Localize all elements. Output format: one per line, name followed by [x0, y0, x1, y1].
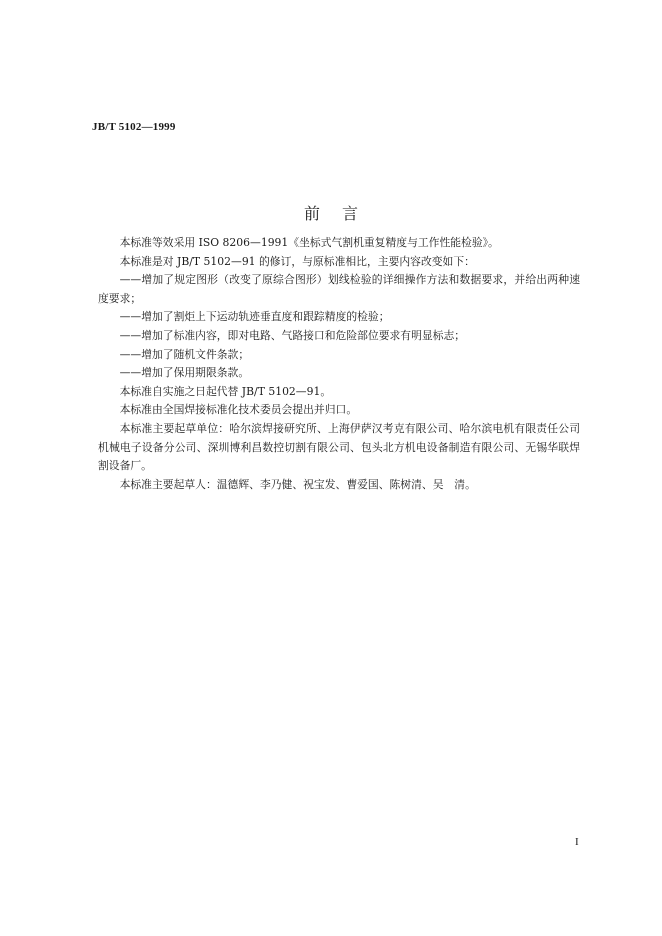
change-item-pattern: ——增加了规定图形（改变了原综合图形）划线检验的详细操作方法和数据要求，并给出两种速度要求； [98, 273, 580, 305]
paragraph-drafters: 本标准主要起草人：温德辉、李乃健、祝宝发、曹爱国、陈树清、吴 清。 [119, 477, 476, 491]
foreword-body [98, 234, 580, 494]
paragraph-proposed-by: 本标准由全国焊接标准化技术委员会提出并归口。 [119, 403, 358, 417]
change-item-warranty: ——增加了保用期限条款。 [119, 366, 250, 380]
foreword-title: 前言 [303, 204, 380, 223]
standard-code: JB/T 5102—1999 [92, 121, 176, 133]
paragraph-replaces: 本标准自实施之日起代替 JB/T 5102—91。 [119, 384, 332, 398]
change-item-documents: ——增加了随机文件条款； [119, 347, 250, 361]
paragraph-drafting-units: 本标准主要起草单位：哈尔滨焊接研究所、上海伊萨汉考克有限公司、哈尔滨电机有限责任公司机械电子设备分公司、深圳博利昌数控切割有限公司、包头北方机电设备制造有限公司、无锡华联焊割设备厂。 [98, 421, 580, 473]
change-item-torch: ——增加了割炬上下运动轨迹垂直度和跟踪精度的检验； [119, 310, 390, 324]
change-item-marking: ——增加了标准内容，即对电路、气路接口和危险部位要求有明显标志； [119, 328, 466, 342]
paragraph-equivalence: 本标准等效采用 ISO 8206—1991《坐标式气割机重复精度与工作性能检验》。 [119, 236, 499, 249]
page-number: I [575, 836, 579, 848]
paragraph-revision: 本标准是对 JB/T 5102—91 的修订，与原标准相比，主要内容改变如下： [119, 254, 475, 268]
